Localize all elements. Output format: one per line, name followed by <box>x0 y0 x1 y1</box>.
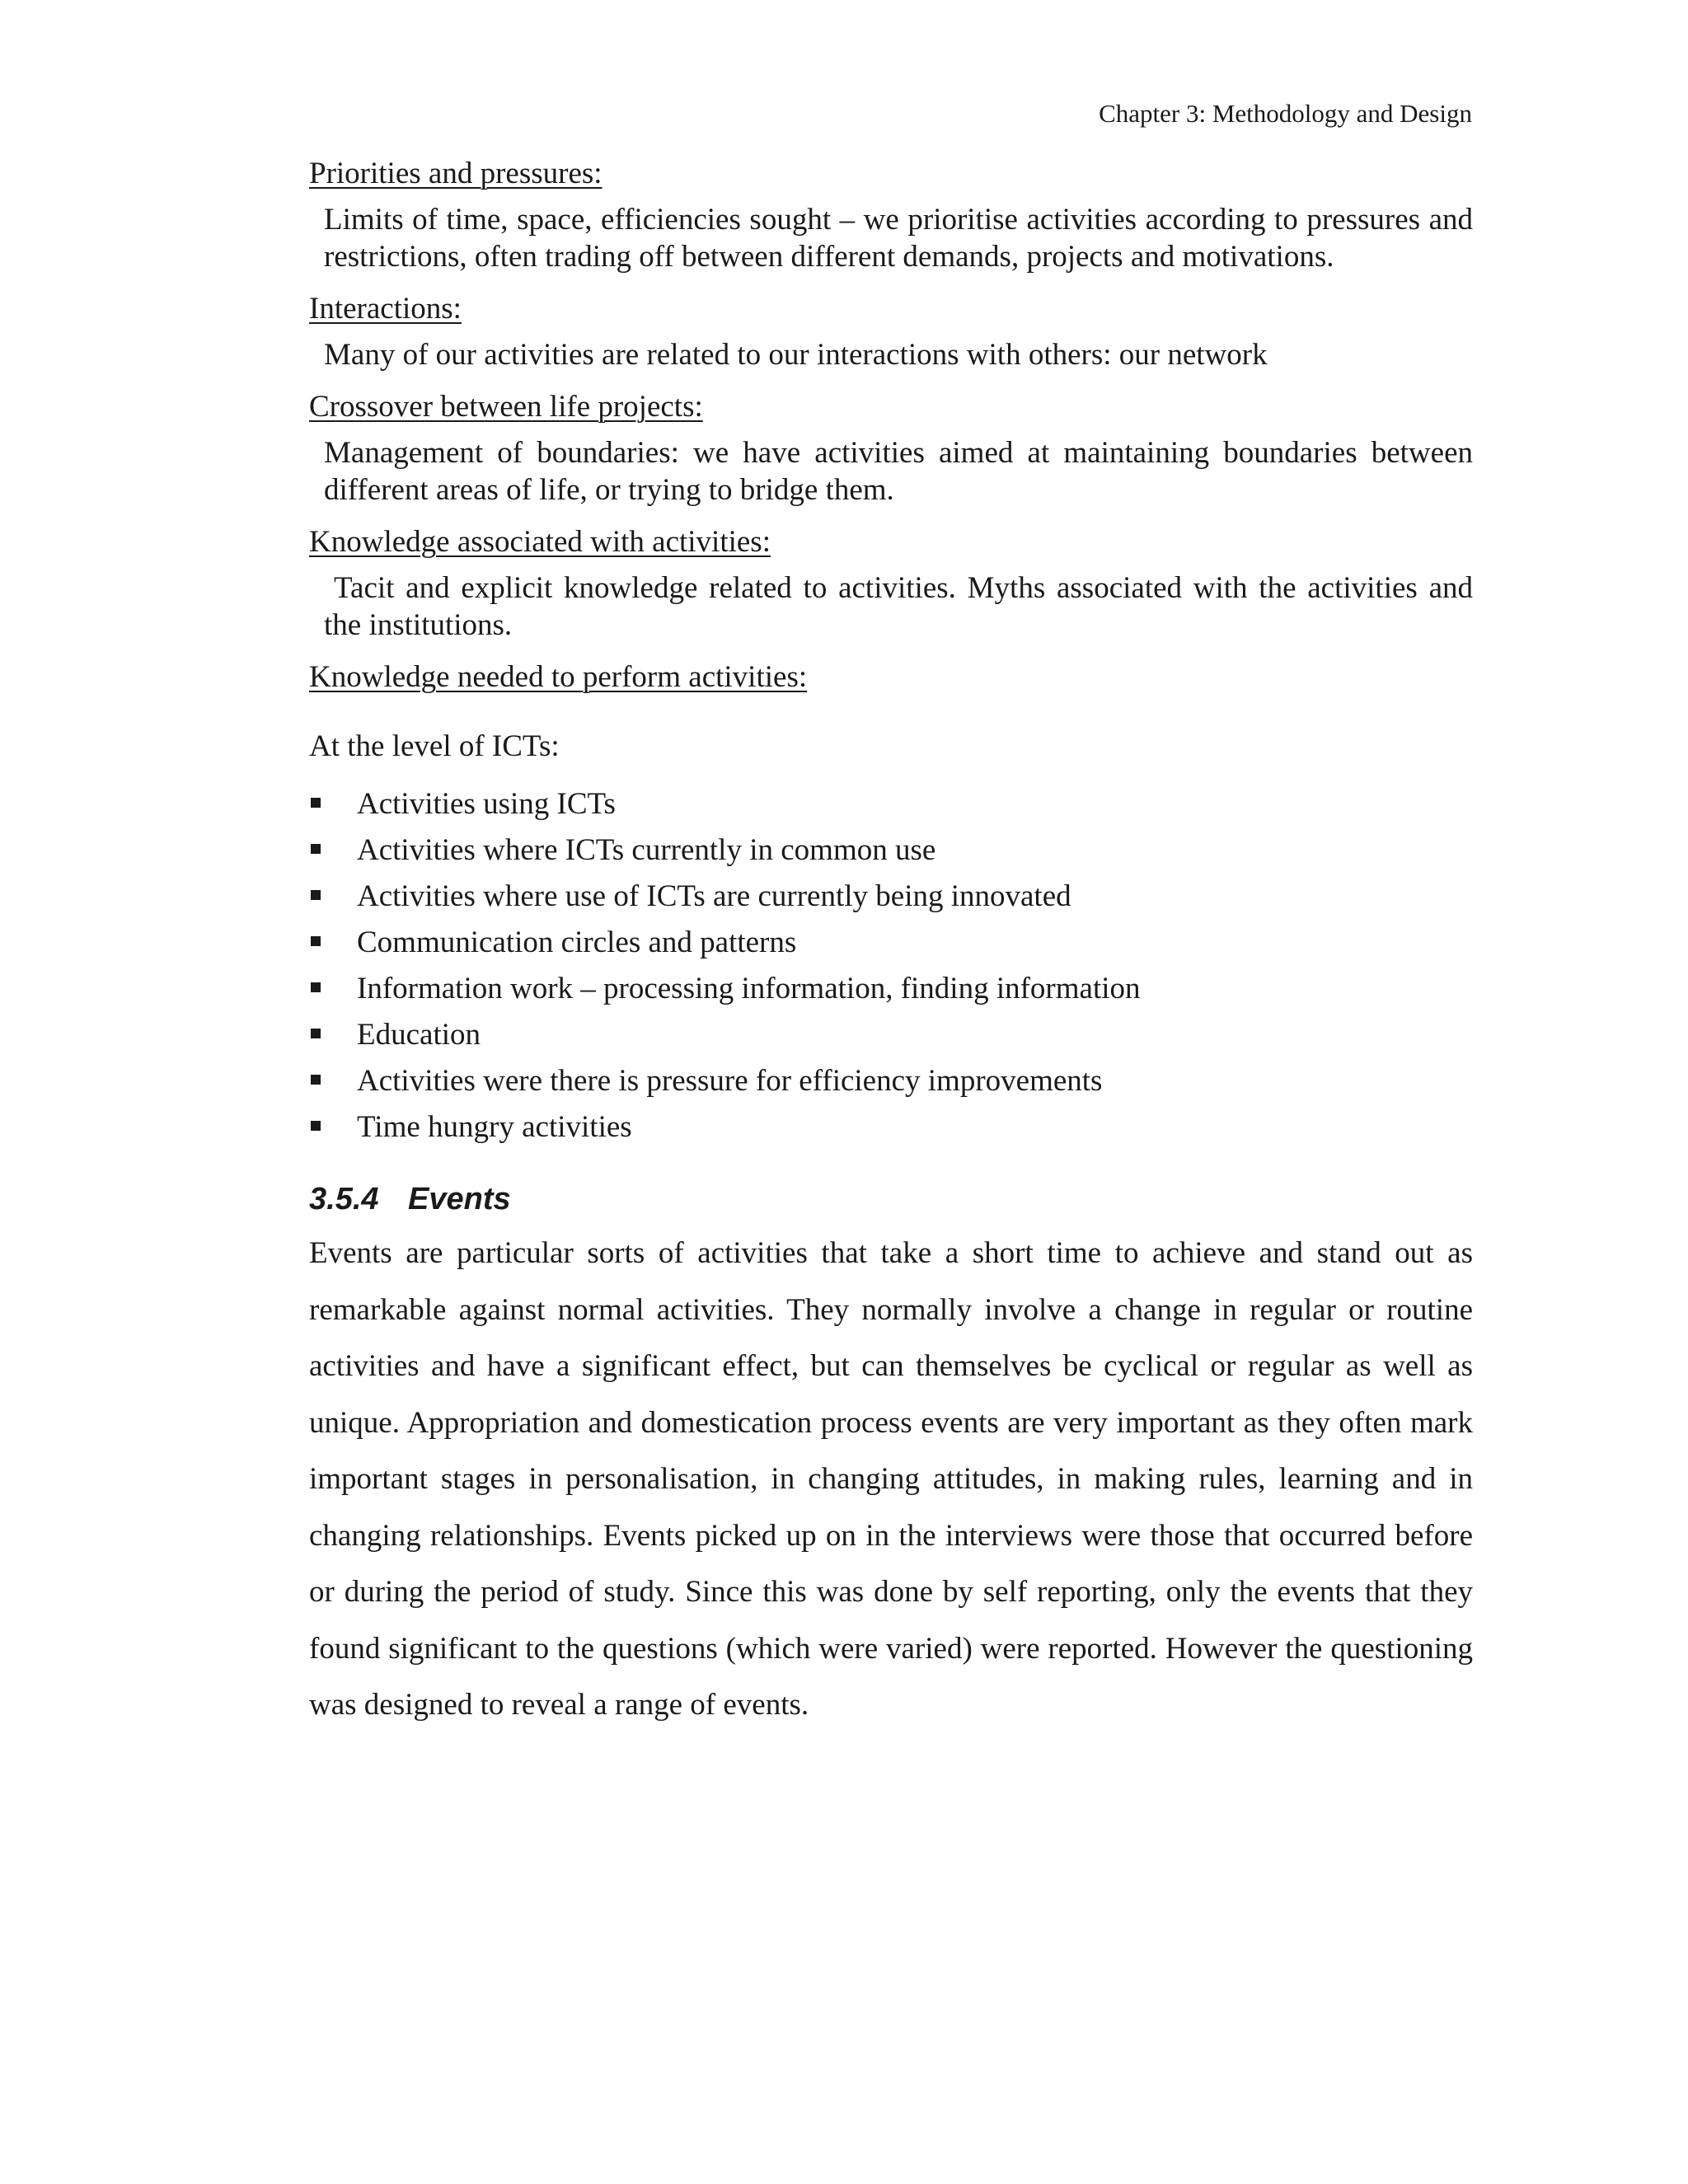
subsection-heading: Interactions: <box>309 292 462 326</box>
subsection-knowledge-needed <box>309 658 1473 696</box>
list-item <box>309 1108 1473 1155</box>
list-item <box>309 1062 1473 1108</box>
list-item-text: Activities where ICTs currently in common use <box>357 833 936 867</box>
subsection-heading: Crossover between life projects: <box>309 390 703 424</box>
square-bullet-icon <box>311 936 321 946</box>
section-number: 3.5.4 <box>309 1182 379 1216</box>
ict-bullet-list <box>309 785 1473 1155</box>
list-item-text: Information work – processing information, finding information <box>357 972 1141 1005</box>
square-bullet-icon <box>311 844 321 854</box>
list-item-text: Activities using ICTs <box>357 787 616 821</box>
subsection-knowledge-associated <box>309 523 1473 644</box>
square-bullet-icon <box>311 1029 321 1038</box>
list-item <box>309 878 1473 924</box>
list-item <box>309 785 1473 832</box>
square-bullet-icon <box>311 798 321 808</box>
square-bullet-icon <box>311 1075 321 1085</box>
list-item-text: Communication circles and patterns <box>357 926 797 959</box>
subsection-body: Tacit and explicit knowledge related to activities. Myths associated with the activities and the institutions. <box>324 571 1473 642</box>
running-header: Chapter 3: Methodology and Design <box>1099 99 1472 128</box>
subsection-heading: Knowledge associated with activities: <box>309 525 771 559</box>
list-item <box>309 832 1473 878</box>
list-item <box>309 924 1473 970</box>
subsection-priorities <box>309 155 1473 275</box>
square-bullet-icon <box>311 890 321 900</box>
section-body: Events are particular sorts of activities that take a short time to achieve and stand out as remarkable against normal activities. They normally involve a change in regular or routine activities and have a significant effect, but can themselves be cyclical or regular as well as unique. Appropriation and domestication process events are very important as they often mark important stages in personalisation, in changing attitudes, in making rules, learning and in changing relationships. Events picked up on in the interviews were those that occurred before or during the period of study. Since this was done by self reporting, only the events that they found significant to the questions (which were varied) were reported. However the questioning was designed to reveal a range of events. <box>309 1236 1473 1722</box>
subsection-body: Many of our activities are related to our interactions with others: our network <box>324 338 1268 372</box>
section-title: Events <box>408 1182 511 1216</box>
list-item-text: Time hungry activities <box>357 1110 632 1144</box>
page-content <box>309 155 1473 1734</box>
list-item-text: Activities were there is pressure for efficiency improvements <box>357 1064 1103 1098</box>
subsection-heading: Knowledge needed to perform activities: <box>309 660 808 694</box>
square-bullet-icon <box>311 1121 321 1131</box>
subsection-interactions <box>309 290 1473 373</box>
subsection-crossover <box>309 388 1473 509</box>
subsection-body: Management of boundaries: we have activities aimed at maintaining boundaries between different areas of life, or trying to bridge them. <box>324 436 1473 507</box>
list-item <box>309 970 1473 1016</box>
subsection-heading: Priorities and pressures: <box>309 157 603 190</box>
ict-intro: At the level of ICTs: <box>309 729 560 763</box>
list-item-text: Education <box>357 1018 481 1052</box>
square-bullet-icon <box>311 982 321 992</box>
section-heading <box>309 1179 1473 1219</box>
subsection-body: Limits of time, space, efficiencies sought – we prioritise activities according to pressures and restrictions, often trading off between different demands, projects and motivations. <box>324 203 1473 274</box>
list-item-text: Activities where use of ICTs are currently being innovated <box>357 879 1071 913</box>
list-item <box>309 1016 1473 1062</box>
